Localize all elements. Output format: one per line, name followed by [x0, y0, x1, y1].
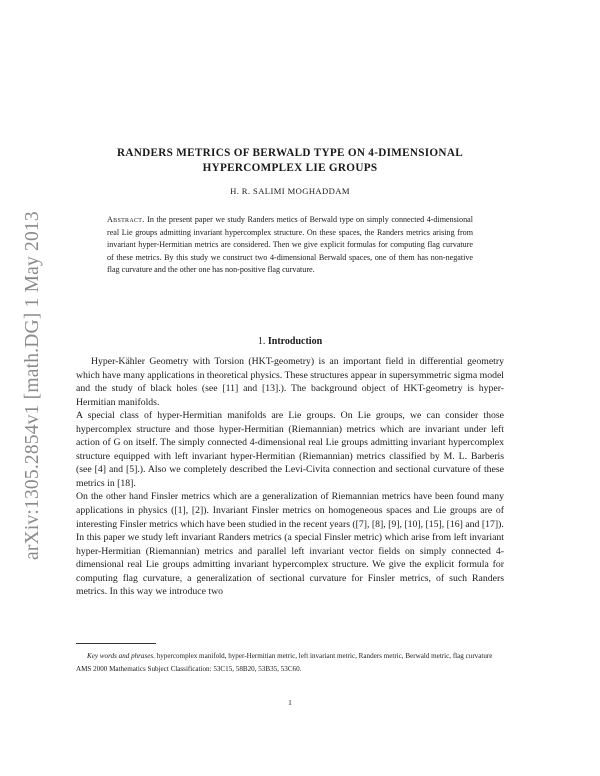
abstract-text: In the present paper we study Randers metics of Berwald type on simply connected 4-dimensional real Lie groups admitting invariant hypercomplex structure. On these spaces, the Randers metrics arising from invariant hyper-Hermitian metrics are considered. Then we give explicit formulas for computing flag curvature of these metrics. By this study we construct two 4-dimensional Berwald spaces, one of them has non-negative flag curvature and the other one has non-positive flag curvature.: [107, 215, 473, 275]
section-heading: [80, 336, 500, 347]
body-text: [76, 355, 504, 599]
paper-page: [76, 0, 504, 776]
footnote-divider: [76, 643, 156, 644]
paragraph-2: A special class of hyper-Hermitian manifolds are Lie groups. On Lie groups, we can consider those hypercomplex structure and those hyper-Hermitian (Riemannian) metrics which are invariant under left action of G on itself. The simply connected 4-dimensional real Lie groups admitting invariant hypercomplex structure equipped with left invariant hyper-Hermitian (Riemannian) metrics classified by M. L. Barberis (see [4] and [5].). Also we completely described the Levi-Civita connection and sectional curvature of these metrics in [18].: [76, 410, 504, 489]
author-name: H. R. SALIMI MOGHADDAM: [230, 186, 350, 196]
section-title: Introduction: [267, 336, 323, 347]
abstract: [107, 214, 473, 277]
paragraph-1: Hyper-Kähler Geometry with Torsion (HKT-geometry) is an important field in differential geometry which have many applications in theoretical physics. These structures appear in supersymmetric sigma model and the study of black holes (see [11] and [13].). The background object of HKT-geometry is hyper-Hermitian manifolds.: [76, 356, 504, 408]
paper-title: [80, 146, 500, 176]
section-number: 1.: [257, 336, 266, 347]
footnotes: [76, 651, 504, 676]
abstract-label: Abstract.: [107, 215, 145, 224]
keywords-label: Key words and phrases.: [87, 652, 155, 660]
keywords-text: hypercomplex manifold, hyper-Hermitian metric, left invariant metric, Randers metric, Berwald metric, flag curvature: [156, 652, 493, 660]
paragraph-4: In this paper we study left invariant Randers metrics (a special Finsler metric) which arise from left invariant hyper-Hermitian (Riemannian) metrics and parallel left invariant vector fields on simply connected 4-dimensional real Lie groups admitting invariant hypercomplex structure. We give the explicit formula for computing flag curvature, a generalization of sectional curvature for Finsler metrics, of such Randers metrics. In this way we introduce two: [76, 532, 504, 598]
keywords-footnote: [76, 651, 504, 662]
title-line-1: RANDERS METRICS OF BERWALD TYPE ON 4-DIMENSIONAL: [117, 147, 463, 159]
page-number: 1: [288, 698, 292, 707]
paragraph-3: On the other hand Finsler metrics which are a generalization of Riemannian metrics have been found many applications in physics ([1], [2]). Invariant Finsler metrics on homogeneous spaces and Lie groups are of interesting Finsler metrics which have been studied in the recent years ([7], [8], [9], [10], [15], [16] and [17]).: [76, 491, 504, 530]
msc-footnote: AMS 2000 Mathematics Subject Classification: 53C15, 58B20, 53B35, 53C60.: [76, 665, 302, 674]
arxiv-identifier-stamp: arXiv:1305.2854v1 [math.DG] 1 May 2013: [22, 211, 43, 560]
title-line-2: HYPERCOMPLEX LIE GROUPS: [202, 162, 378, 174]
